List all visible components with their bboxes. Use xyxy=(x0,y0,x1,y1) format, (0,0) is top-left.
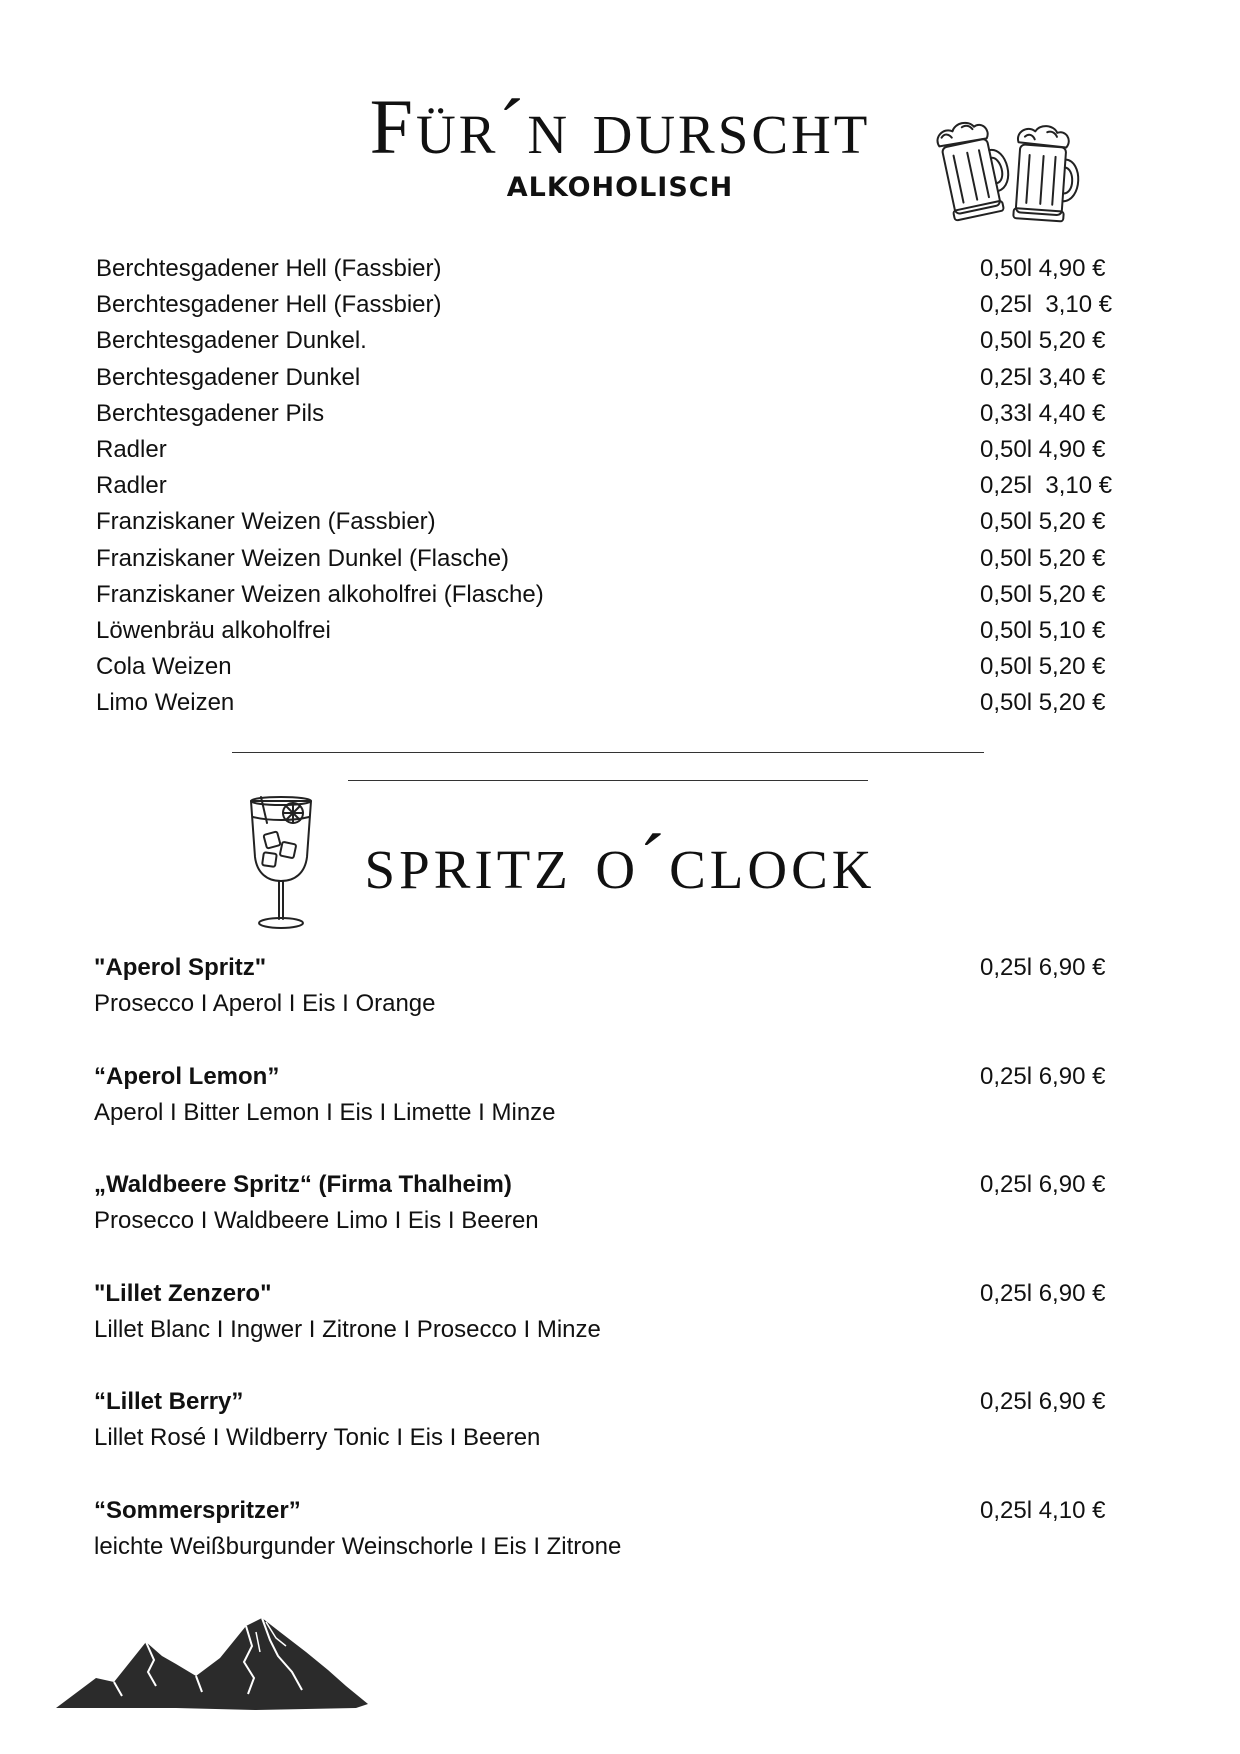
list-item xyxy=(96,541,1106,577)
item-price: 0,25l 6,90 € xyxy=(980,954,1106,981)
item-price: 0,25l 4,10 € xyxy=(980,1496,1106,1524)
divider xyxy=(348,780,868,781)
item-description: Lillet Blanc I Ingwer I Zitrone I Prosecco I Minze xyxy=(94,1315,601,1343)
item-price: 0,50l 5,20 € xyxy=(980,544,1106,572)
beer-mugs-icon xyxy=(928,110,1088,230)
item-price: 0,25l 3,10 € xyxy=(980,472,1113,500)
mountains-icon xyxy=(56,1612,368,1712)
list-item xyxy=(96,360,1106,396)
list-item xyxy=(96,613,1106,649)
item-price: 0,25l 6,90 € xyxy=(980,1062,1106,1090)
item-name: “Sommerspritzer” xyxy=(94,1496,301,1524)
list-item xyxy=(96,396,1106,432)
section-subtitle: ALKOHOLISCH xyxy=(506,172,734,203)
item-price: 0,50l 5,10 € xyxy=(980,616,1106,644)
page-title: Für´n durscht xyxy=(369,83,871,170)
item-name: "Aperol Spritz" xyxy=(94,954,267,981)
item-price: 0,25l 6,90 € xyxy=(980,1388,1106,1416)
list-item xyxy=(94,1276,1106,1385)
section-title: spritz o´clock xyxy=(364,818,876,905)
item-name: Franziskaner Weizen alkoholfrei (Flasche) xyxy=(96,580,544,608)
list-item xyxy=(94,950,1106,1059)
item-name: Löwenbräu alkoholfrei xyxy=(96,616,331,644)
list-item xyxy=(96,251,1106,287)
item-name: Franziskaner Weizen (Fassbier) xyxy=(96,508,436,536)
item-price: 0,50l 5,20 € xyxy=(980,689,1106,717)
item-price: 0,50l 5,20 € xyxy=(980,508,1106,536)
item-description: Prosecco I Waldbeere Limo I Eis I Beeren xyxy=(94,1207,539,1235)
spritz-list xyxy=(94,950,1106,1602)
item-description: Prosecco I Aperol I Eis I Orange xyxy=(94,990,436,1017)
divider xyxy=(232,752,984,753)
beer-list xyxy=(96,251,1113,721)
item-price: 0,50l 5,20 € xyxy=(980,327,1106,355)
list-item xyxy=(94,1384,1106,1493)
item-name: “Aperol Lemon” xyxy=(94,1062,280,1090)
item-price: 0,50l 4,90 € xyxy=(980,435,1106,463)
item-description: Lillet Rosé I Wildberry Tonic I Eis I Beeren xyxy=(94,1424,541,1452)
item-name: Radler xyxy=(96,472,167,500)
item-name: Berchtesgadener Dunkel xyxy=(96,363,361,391)
item-name: „Waldbeere Spritz“ (Firma Thalheim) xyxy=(94,1171,512,1199)
item-name: Radler xyxy=(96,435,167,463)
list-item xyxy=(96,323,1106,359)
list-item xyxy=(96,685,1106,721)
list-item xyxy=(96,649,1106,685)
list-item xyxy=(94,1167,1106,1276)
list-item xyxy=(96,504,1106,540)
item-name: Berchtesgadener Hell (Fassbier) xyxy=(96,255,442,282)
item-price: 0,33l 4,40 € xyxy=(980,399,1106,427)
item-description: Aperol I Bitter Lemon I Eis I Limette I Minze xyxy=(94,1098,556,1126)
item-name: Cola Weizen xyxy=(96,653,232,681)
item-name: "Lillet Zenzero" xyxy=(94,1279,272,1307)
item-name: Berchtesgadener Dunkel. xyxy=(96,327,367,355)
item-name: Limo Weizen xyxy=(96,689,235,717)
list-item xyxy=(94,1493,1106,1602)
list-item xyxy=(96,577,1106,613)
list-item xyxy=(94,1059,1106,1168)
item-price: 0,25l 3,10 € xyxy=(980,291,1113,319)
item-price: 0,25l 3,40 € xyxy=(980,363,1106,391)
item-price: 0,25l 6,90 € xyxy=(980,1171,1106,1199)
item-name: “Lillet Berry” xyxy=(94,1388,244,1416)
item-price: 0,50l 4,90 € xyxy=(980,255,1106,282)
item-price: 0,50l 5,20 € xyxy=(980,653,1106,681)
item-price: 0,25l 6,90 € xyxy=(980,1279,1106,1307)
item-description: leichte Weißburgunder Weinschorle I Eis I Zitrone xyxy=(94,1532,622,1560)
list-item xyxy=(96,468,1113,504)
item-name: Franziskaner Weizen Dunkel (Flasche) xyxy=(96,544,510,572)
item-name: Berchtesgadener Pils xyxy=(96,399,325,427)
item-name: Berchtesgadener Hell (Fassbier) xyxy=(96,291,442,319)
item-price: 0,50l 5,20 € xyxy=(980,580,1106,608)
list-item xyxy=(96,432,1106,468)
list-item xyxy=(96,287,1113,323)
